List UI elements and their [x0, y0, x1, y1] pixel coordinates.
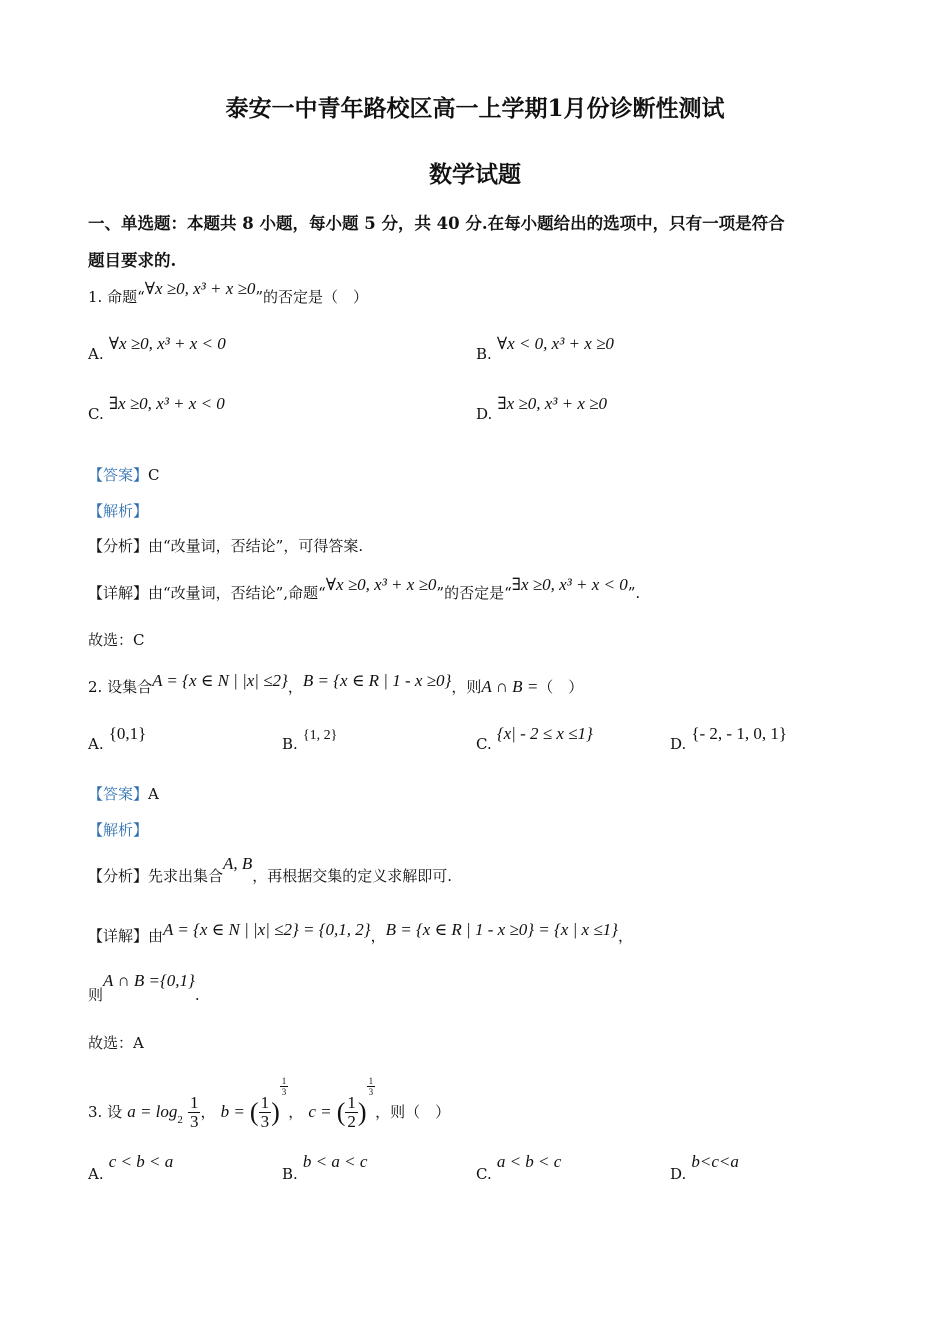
fraction-numerator: 1	[189, 1093, 199, 1112]
option-label: D.	[670, 1165, 687, 1183]
q1-detail	[88, 575, 641, 603]
q3-a-fraction	[188, 1094, 201, 1131]
fraction-numerator: 1	[347, 1093, 356, 1112]
q3-option-d	[670, 1152, 739, 1184]
option-expression: ∃x ≥0, x³ + x < 0	[108, 394, 225, 413]
q2-set-b: B = {x ∈ R | 1 - x ≥0}	[302, 671, 452, 690]
question-3: 3. 设 $a = \log_2$ $\frac{1}{3}$ ， b = ( $\frac{1}{3}$ ) $\frac{1}{3}$ ， c = ( $\frac{1}{2}$ ) $\frac{1}{3}$ ，则（ ）	[88, 1076, 451, 1131]
detail-expression-1: ∀x ≥0, x³ + x ≥0	[325, 575, 437, 594]
option-expression: b<c<a	[691, 1152, 739, 1171]
q2-answer	[88, 783, 159, 804]
q3-prefix: 3. 设	[88, 1103, 123, 1121]
then-pre: 则	[88, 986, 104, 1004]
option-label: C.	[88, 405, 104, 423]
q3-b-fraction	[259, 1094, 272, 1131]
q2-suffix-pre: ，则	[451, 678, 482, 696]
fenxi-post: ，再根据交集的定义求解即可.	[252, 867, 453, 885]
q1-option-c	[88, 394, 225, 424]
option-expression: b < a < c	[302, 1152, 368, 1171]
detail-sep: ，	[370, 927, 386, 945]
q3-c-fraction	[345, 1094, 358, 1131]
q2-analysis-label: 【解析】	[88, 821, 149, 839]
fraction-denominator: 2	[347, 1112, 356, 1131]
option-expression: {x| - 2 ≤ x ≤1}	[496, 724, 593, 743]
answer-label: 【答案】	[88, 785, 149, 803]
then-expression: A ∩ B ={0,1}	[103, 971, 195, 990]
q3-c-expression: c =	[308, 1102, 332, 1121]
section-heading-line1: 一、单选题：本题共 8 小题，每小题 5 分，共 40 分.在每小题给出的选项中，只有一项是符合	[88, 214, 785, 233]
q2-option-d	[670, 724, 788, 754]
option-label: A.	[88, 345, 104, 363]
option-expression: {1, 2}	[302, 728, 338, 743]
detail-expression-2: ∃x ≥0, x³ + x < 0	[511, 575, 628, 594]
detail-set-a: A = {x ∈ N | |x| ≤2} = {0,1, 2}	[163, 920, 371, 939]
q1-analysis-label: 【解析】	[88, 502, 149, 520]
option-expression: {0,1}	[108, 724, 147, 743]
page-title: 泰安一中青年路校区高一上学期1月份诊断性测试	[225, 95, 725, 122]
q2-conclusion: 故选：A	[88, 1034, 144, 1052]
q2-then	[88, 971, 200, 1005]
q3-comma1: ，	[200, 1103, 216, 1121]
q1-option-d	[476, 394, 607, 424]
option-label: B.	[282, 1165, 298, 1183]
fraction-numerator: 1	[260, 1093, 270, 1112]
answer-value: A	[148, 785, 159, 803]
detail-suffix: ”.	[627, 584, 641, 602]
q3-suffix: ，则（ ）	[375, 1103, 451, 1121]
q1-prefix: 1. 命题“	[88, 288, 145, 306]
q3-a-expression: a = log	[127, 1102, 178, 1121]
option-label: A.	[88, 735, 104, 753]
q3-b-expression: b =	[220, 1102, 245, 1121]
q2-set-a: A = {x ∈ N | |x| ≤2}	[152, 671, 288, 690]
q1-expression: ∀x ≥0, x³ + x ≥0	[144, 279, 256, 298]
option-label: C.	[476, 735, 492, 753]
question-1	[88, 279, 369, 307]
fraction-denominator: 3	[189, 1112, 199, 1131]
option-expression: ∀x ≥0, x³ + x < 0	[108, 334, 226, 353]
q3-option-a	[88, 1152, 174, 1184]
exponent-numerator: 1	[281, 1076, 287, 1086]
fenxi-pre: 【分析】先求出集合	[88, 867, 224, 885]
detail-post: ，	[617, 927, 633, 945]
fraction-denominator: 3	[260, 1112, 270, 1131]
q2-prefix: 2. 设集合	[88, 678, 153, 696]
q2-suffix-post: （ ）	[538, 678, 584, 696]
section-heading-line2: 题目要求的.	[88, 251, 177, 270]
q3-c-exponent	[367, 1076, 376, 1097]
answer-label: 【答案】	[88, 466, 149, 484]
exponent-numerator: 1	[368, 1076, 374, 1086]
option-label: C.	[476, 1165, 492, 1183]
option-expression: a < b < c	[496, 1152, 562, 1171]
option-label: B.	[476, 345, 492, 363]
q3-b-exponent	[280, 1076, 289, 1097]
q2-option-a	[88, 724, 147, 754]
exponent-denominator: 3	[368, 1087, 374, 1097]
option-label: D.	[670, 735, 687, 753]
option-expression: ∀x < 0, x³ + x ≥0	[496, 334, 614, 353]
detail-set-b: B = {x ∈ R | 1 - x ≥0} = {x | x ≤1}	[385, 920, 618, 939]
q1-answer	[88, 464, 160, 485]
option-label: B.	[282, 735, 298, 753]
q1-option-b	[476, 334, 614, 364]
answer-value: C	[148, 466, 160, 484]
question-2	[88, 671, 584, 697]
fenxi-expression: A, B	[223, 854, 253, 873]
page-subtitle: 数学试题	[429, 161, 521, 188]
q1-option-a	[88, 334, 226, 364]
exponent-denominator: 3	[281, 1087, 287, 1097]
q1-fenxi: 【分析】由“改量词，否结论”，可得答案.	[88, 537, 364, 555]
option-label: A.	[88, 1165, 104, 1183]
q1-suffix: ”的否定是（ ）	[255, 288, 369, 306]
q2-sep: ，	[287, 678, 303, 696]
q3-a-base: 2	[177, 1114, 183, 1126]
q2-option-c	[476, 724, 593, 754]
q2-detail	[88, 920, 633, 946]
q2-fenxi	[88, 854, 453, 886]
q3-option-c	[476, 1152, 562, 1184]
detail-prefix: 【详解】由“改量词，否结论”,命题“	[88, 584, 326, 602]
detail-mid: ”的否定是“	[436, 584, 512, 602]
option-expression: c < b < a	[108, 1152, 174, 1171]
q3-option-b	[282, 1152, 368, 1184]
then-post: .	[194, 986, 200, 1004]
q2-option-b	[282, 728, 338, 754]
detail-pre: 【详解】由	[88, 927, 164, 945]
q1-conclusion: 故选：C	[88, 631, 145, 649]
option-expression: ∃x ≥0, x³ + x ≥0	[497, 394, 607, 413]
q2-suffix-expression: A ∩ B =	[481, 677, 539, 696]
option-label: D.	[476, 405, 493, 423]
option-expression: {- 2, - 1, 0, 1}	[691, 724, 788, 743]
q3-comma2: ，	[288, 1103, 304, 1121]
